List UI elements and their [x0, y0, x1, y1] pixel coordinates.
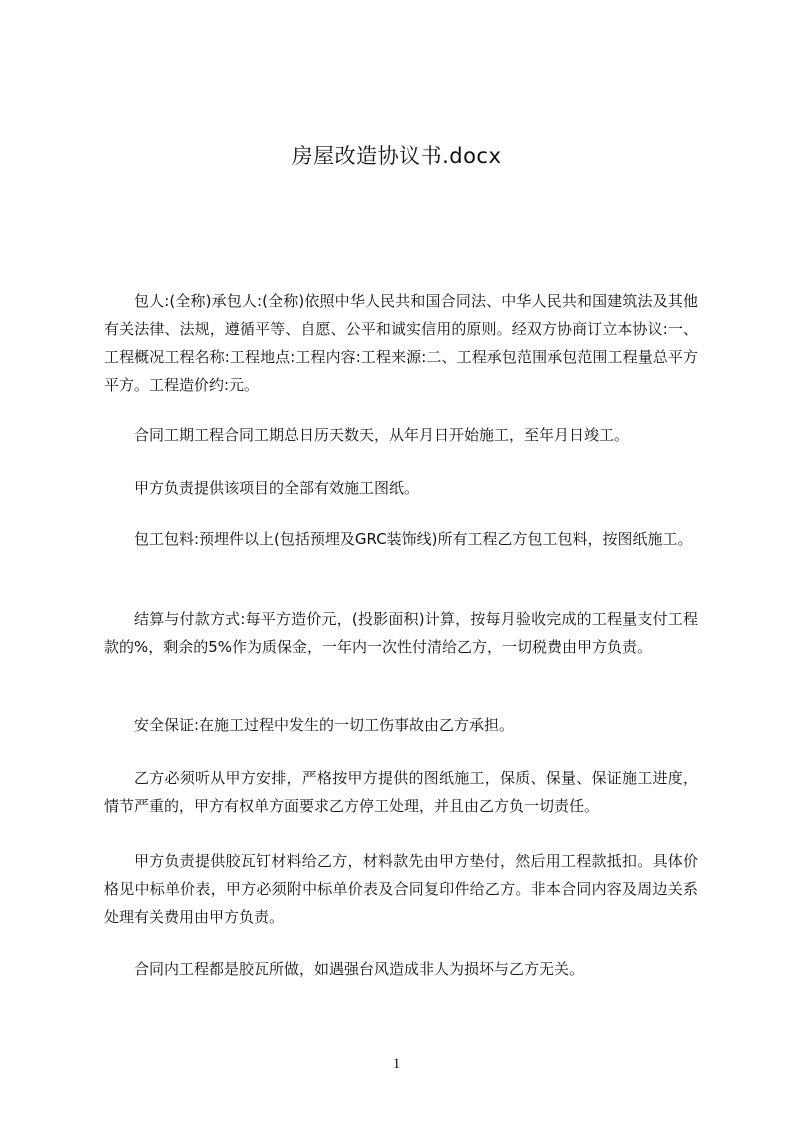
paragraph-drawings: 甲方负责提供该项目的全部有效施工图纸。 [134, 479, 420, 497]
paragraph-labor-materials: 包工包料:预埋件以上(包括预埋及GRC装饰线)所有工程乙方包工包料，按图纸施工。 [134, 530, 693, 548]
paragraph-obligations: 乙方必须听从甲方安排，严格按甲方提供的图纸施工，保质、保量、保证施工进度，情节严重的，甲方有权单方面要求乙方停工处理，并且由乙方负一切责任。 [104, 769, 698, 815]
paragraph-contract-parties: 包人:(全称)承包人:(全称)依照中华人民共和国合同法、中华人民共和国建筑法及其他有关法律、法规，遵循平等、自愿、公平和诚实信用的原则。经双方协商订立本协议:一、工程概况工程名称:工程地点:工程内容:工程来源:二、工程承包范围承包范围工程量总平方平方。工程造价约:元。 [104, 292, 698, 394]
paragraph-materials-supply: 甲方负责提供胶瓦钉材料给乙方，材料款先由甲方垫付，然后用工程款抵扣。具体价格见中标单价表，甲方必须附中标单价表及合同复印件给乙方。非本合同内容及周边关系处理有关费用由甲方负责。 [104, 852, 698, 926]
document-title: 房屋改造协议书.docx [291, 144, 502, 168]
page-number: 1 [392, 1056, 401, 1072]
paragraph-safety: 安全保证:在施工过程中发生的一切工伤事故由乙方承担。 [134, 716, 515, 734]
paragraph-construction-period: 合同工期工程合同工期总日历天数天，从年月日开始施工，至年月日竣工。 [134, 426, 630, 444]
paragraph-typhoon-clause: 合同内工程都是胶瓦所做，如遇强台风造成非人为损坏与乙方无关。 [134, 960, 585, 978]
paragraph-payment: 结算与付款方式:每平方造价元，(投影面积)计算，按每月验收完成的工程量支付工程款的%，剩余的5%作为质保金，一年内一次性付清给乙方，一切税费由甲方负责。 [104, 610, 698, 656]
